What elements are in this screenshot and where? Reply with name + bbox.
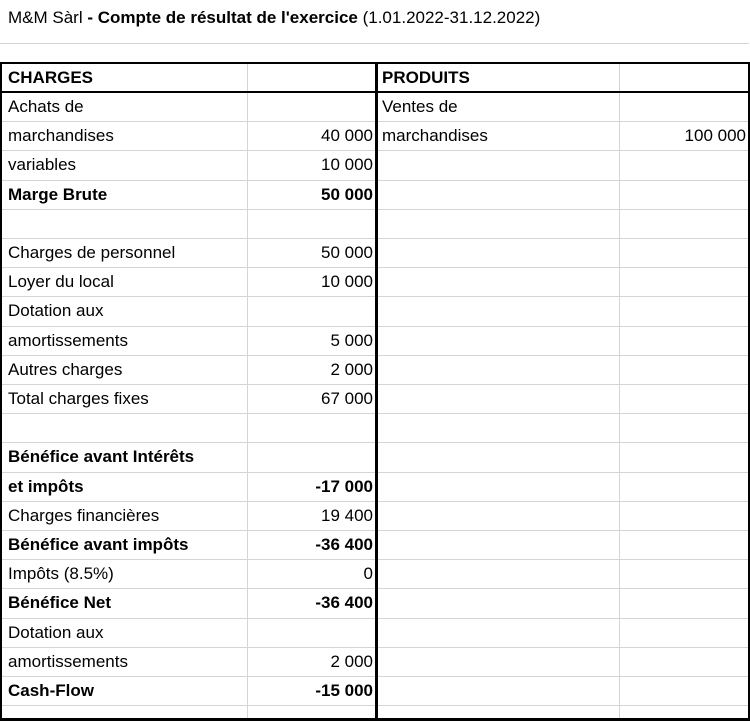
charges-value-cell[interactable]	[248, 209, 373, 238]
grid-line-vertical	[619, 63, 620, 719]
charges-value-cell[interactable]: 50 000	[321, 185, 373, 204]
charges-value-cell[interactable]: 19 400	[321, 506, 373, 525]
charges-label-cell[interactable]: Dotation aux	[8, 623, 104, 642]
charges-value-cell[interactable]	[248, 92, 373, 121]
border-bottom	[0, 718, 750, 721]
charges-label-cell[interactable]: Total charges fixes	[8, 389, 149, 408]
title-main: Compte de résultat de l'exercice	[97, 8, 358, 27]
charges-label-cell[interactable]: et impôts	[8, 477, 84, 496]
charges-label-cell[interactable]: Bénéfice avant impôts	[8, 535, 189, 554]
charges-value-cell[interactable]: 2 000	[330, 652, 373, 671]
charges-value-cell[interactable]	[248, 618, 373, 647]
charges-value-cell[interactable]: 10 000	[321, 272, 373, 291]
charges-value-cell[interactable]: 2 000	[330, 360, 373, 379]
charges-label-cell[interactable]: variables	[8, 155, 77, 174]
border-middle	[375, 62, 378, 719]
charges-label-cell[interactable]: Charges financières	[8, 506, 160, 525]
charges-value-cell[interactable]	[248, 296, 373, 325]
charges-value-cell[interactable]	[248, 442, 373, 471]
produits-value-cell[interactable]	[620, 92, 746, 121]
charges-value-cell[interactable]	[248, 413, 373, 442]
charges-value-cell[interactable]: 50 000	[321, 243, 373, 262]
charges-value-cell[interactable]: 10 000	[321, 155, 373, 174]
charges-label-cell[interactable]: Bénéfice Net	[8, 593, 111, 612]
charges-value-cell[interactable]: 0	[363, 564, 373, 583]
border-left	[0, 62, 2, 719]
charges-label-cell[interactable]: Autres charges	[8, 360, 123, 379]
charges-header[interactable]: CHARGES	[8, 68, 94, 87]
produits-header[interactable]: PRODUITS	[382, 68, 470, 87]
produits-label-cell[interactable]: Ventes de	[382, 97, 458, 116]
charges-label-cell[interactable]: Marge Brute	[8, 185, 108, 204]
charges-label-cell[interactable]: Impôts (8.5%)	[8, 564, 114, 583]
charges-value-cell[interactable]: -17 000	[315, 477, 373, 496]
charges-label-cell[interactable]: amortissements	[8, 331, 128, 350]
page-title	[8, 8, 540, 28]
charges-value-cell[interactable]: -36 400	[315, 593, 373, 612]
charges-label-cell[interactable]: amortissements	[8, 652, 128, 671]
charges-label-cell[interactable]: Bénéfice avant Intérêts	[8, 447, 195, 466]
charges-value-cell[interactable]: -36 400	[315, 535, 373, 554]
charges-label-cell[interactable]: Achats de	[8, 97, 84, 116]
produits-label-cell[interactable]: marchandises	[382, 126, 488, 145]
charges-value-cell[interactable]: -15 000	[315, 681, 373, 700]
title-period: (1.01.2022-31.12.2022)	[362, 8, 541, 27]
title-separator: -	[87, 8, 94, 27]
charges-value-cell[interactable]: 5 000	[330, 331, 373, 350]
charges-value-cell[interactable]: 67 000	[321, 389, 373, 408]
charges-value-cell[interactable]: 40 000	[321, 126, 373, 145]
charges-label-cell[interactable]: Dotation aux	[8, 301, 104, 320]
charges-label-cell[interactable]: Loyer du local	[8, 272, 114, 291]
charges-label-cell[interactable]: marchandises	[8, 126, 114, 145]
title-divider	[0, 43, 749, 44]
charges-label-cell[interactable]: Charges de personnel	[8, 243, 176, 262]
produits-value-cell[interactable]: 100 000	[684, 126, 746, 145]
company-name: M&M Sàrl	[8, 8, 83, 27]
charges-label-cell[interactable]: Cash-Flow	[8, 681, 94, 700]
